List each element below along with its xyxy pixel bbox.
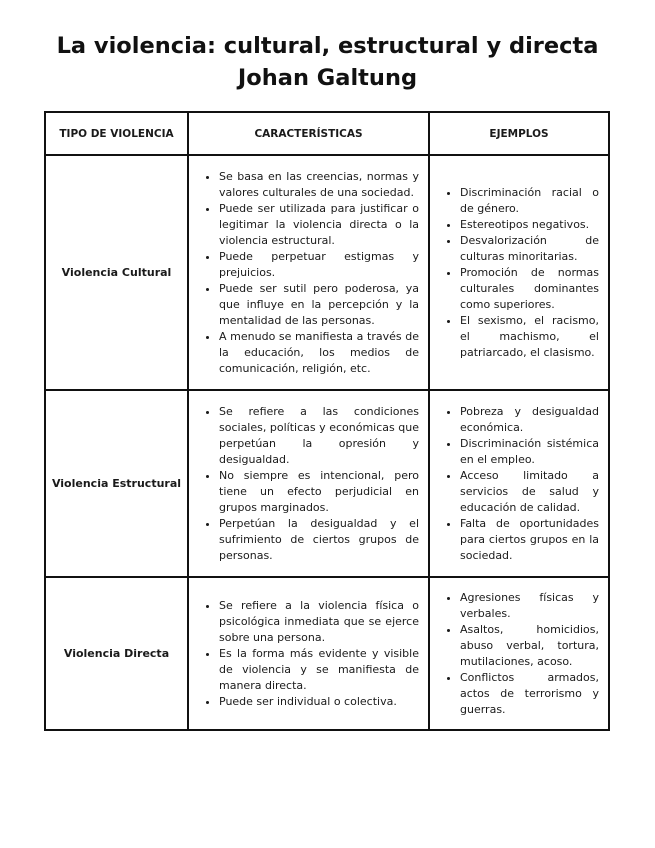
table-row-cultural — [45, 155, 609, 390]
list-item: • Promoción de normas culturales dominantes como superiores. — [460, 265, 599, 313]
caracteristicas-cell-directa — [188, 577, 429, 730]
type-cell-estructural: Violencia Estructural — [45, 390, 188, 577]
list-item: • Agresiones físicas y verbales. — [460, 590, 599, 622]
list-item: • Puede ser utilizada para justificar o legitimar la violencia directa o la violencia estructural. — [219, 201, 419, 249]
list-item: • Acceso limitado a servicios de salud y educación de calidad. — [460, 468, 599, 516]
list-item: • Se refiere a la violencia física o psicológica inmediata que se ejerce sobre una persona. — [219, 598, 419, 646]
table-row-directa — [45, 577, 609, 730]
list-item: • Puede perpetuar estigmas y prejuicios. — [219, 249, 419, 281]
list-item: • Conflictos armados, actos de terrorismo y guerras. — [460, 670, 599, 718]
document-title — [0, 30, 655, 94]
list-item: • Puede ser individual o colectiva. — [219, 694, 419, 710]
table-row-estructural — [45, 390, 609, 577]
caracteristicas-cell-cultural — [188, 155, 429, 390]
violence-types-table — [44, 111, 610, 731]
list-item: • Falta de oportunidades para ciertos grupos en la sociedad. — [460, 516, 599, 564]
list-item: • Es la forma más evidente y visible de violencia y se manifiesta de manera directa. — [219, 646, 419, 694]
list-item: • Discriminación racial o de género. — [460, 185, 599, 217]
list-item: • Se basa en las creencias, normas y valores culturales de una sociedad. — [219, 169, 419, 201]
list-item: • Asaltos, homicidios, abuso verbal, tortura, mutilaciones, acoso. — [460, 622, 599, 670]
title-line-2: Johan Galtung — [237, 65, 418, 91]
list-item: • Se refiere a las condiciones sociales, políticas y económicas que perpetúan la opresión y desigualdad. — [219, 404, 419, 468]
table-header-row — [45, 112, 609, 155]
type-cell-directa: Violencia Directa — [45, 577, 188, 730]
list-item: • Pobreza y desigualdad económica. — [460, 404, 599, 436]
list-item: • No siempre es intencional, pero tiene un efecto perjudicial en grupos marginados. — [219, 468, 419, 516]
header-tipo: TIPO DE VIOLENCIA — [45, 112, 188, 155]
type-cell-cultural: Violencia Cultural — [45, 155, 188, 390]
list-item: • El sexismo, el racismo, el machismo, el patriarcado, el clasismo. — [460, 313, 599, 361]
list-item: • Puede ser sutil pero poderosa, ya que influye en la percepción y la mentalidad de las personas. — [219, 281, 419, 329]
list-item: • Perpetúan la desigualdad y el sufrimiento de ciertos grupos de personas. — [219, 516, 419, 564]
title-line-1: La violencia: cultural, estructural y directa — [56, 33, 599, 59]
list-item: • A menudo se manifiesta a través de la educación, los medios de comunicación, religión, etc. — [219, 329, 419, 377]
ejemplos-cell-cultural — [429, 155, 609, 390]
header-caracteristicas: CARACTERÍSTICAS — [188, 112, 429, 155]
ejemplos-cell-directa — [429, 577, 609, 730]
list-item: • Discriminación sistémica en el empleo. — [460, 436, 599, 468]
header-ejemplos: EJEMPLOS — [429, 112, 609, 155]
caracteristicas-cell-estructural — [188, 390, 429, 577]
list-item: • Estereotipos negativos. — [460, 217, 599, 233]
list-item: • Desvalorización de culturas minoritarias. — [460, 233, 599, 265]
ejemplos-cell-estructural — [429, 390, 609, 577]
